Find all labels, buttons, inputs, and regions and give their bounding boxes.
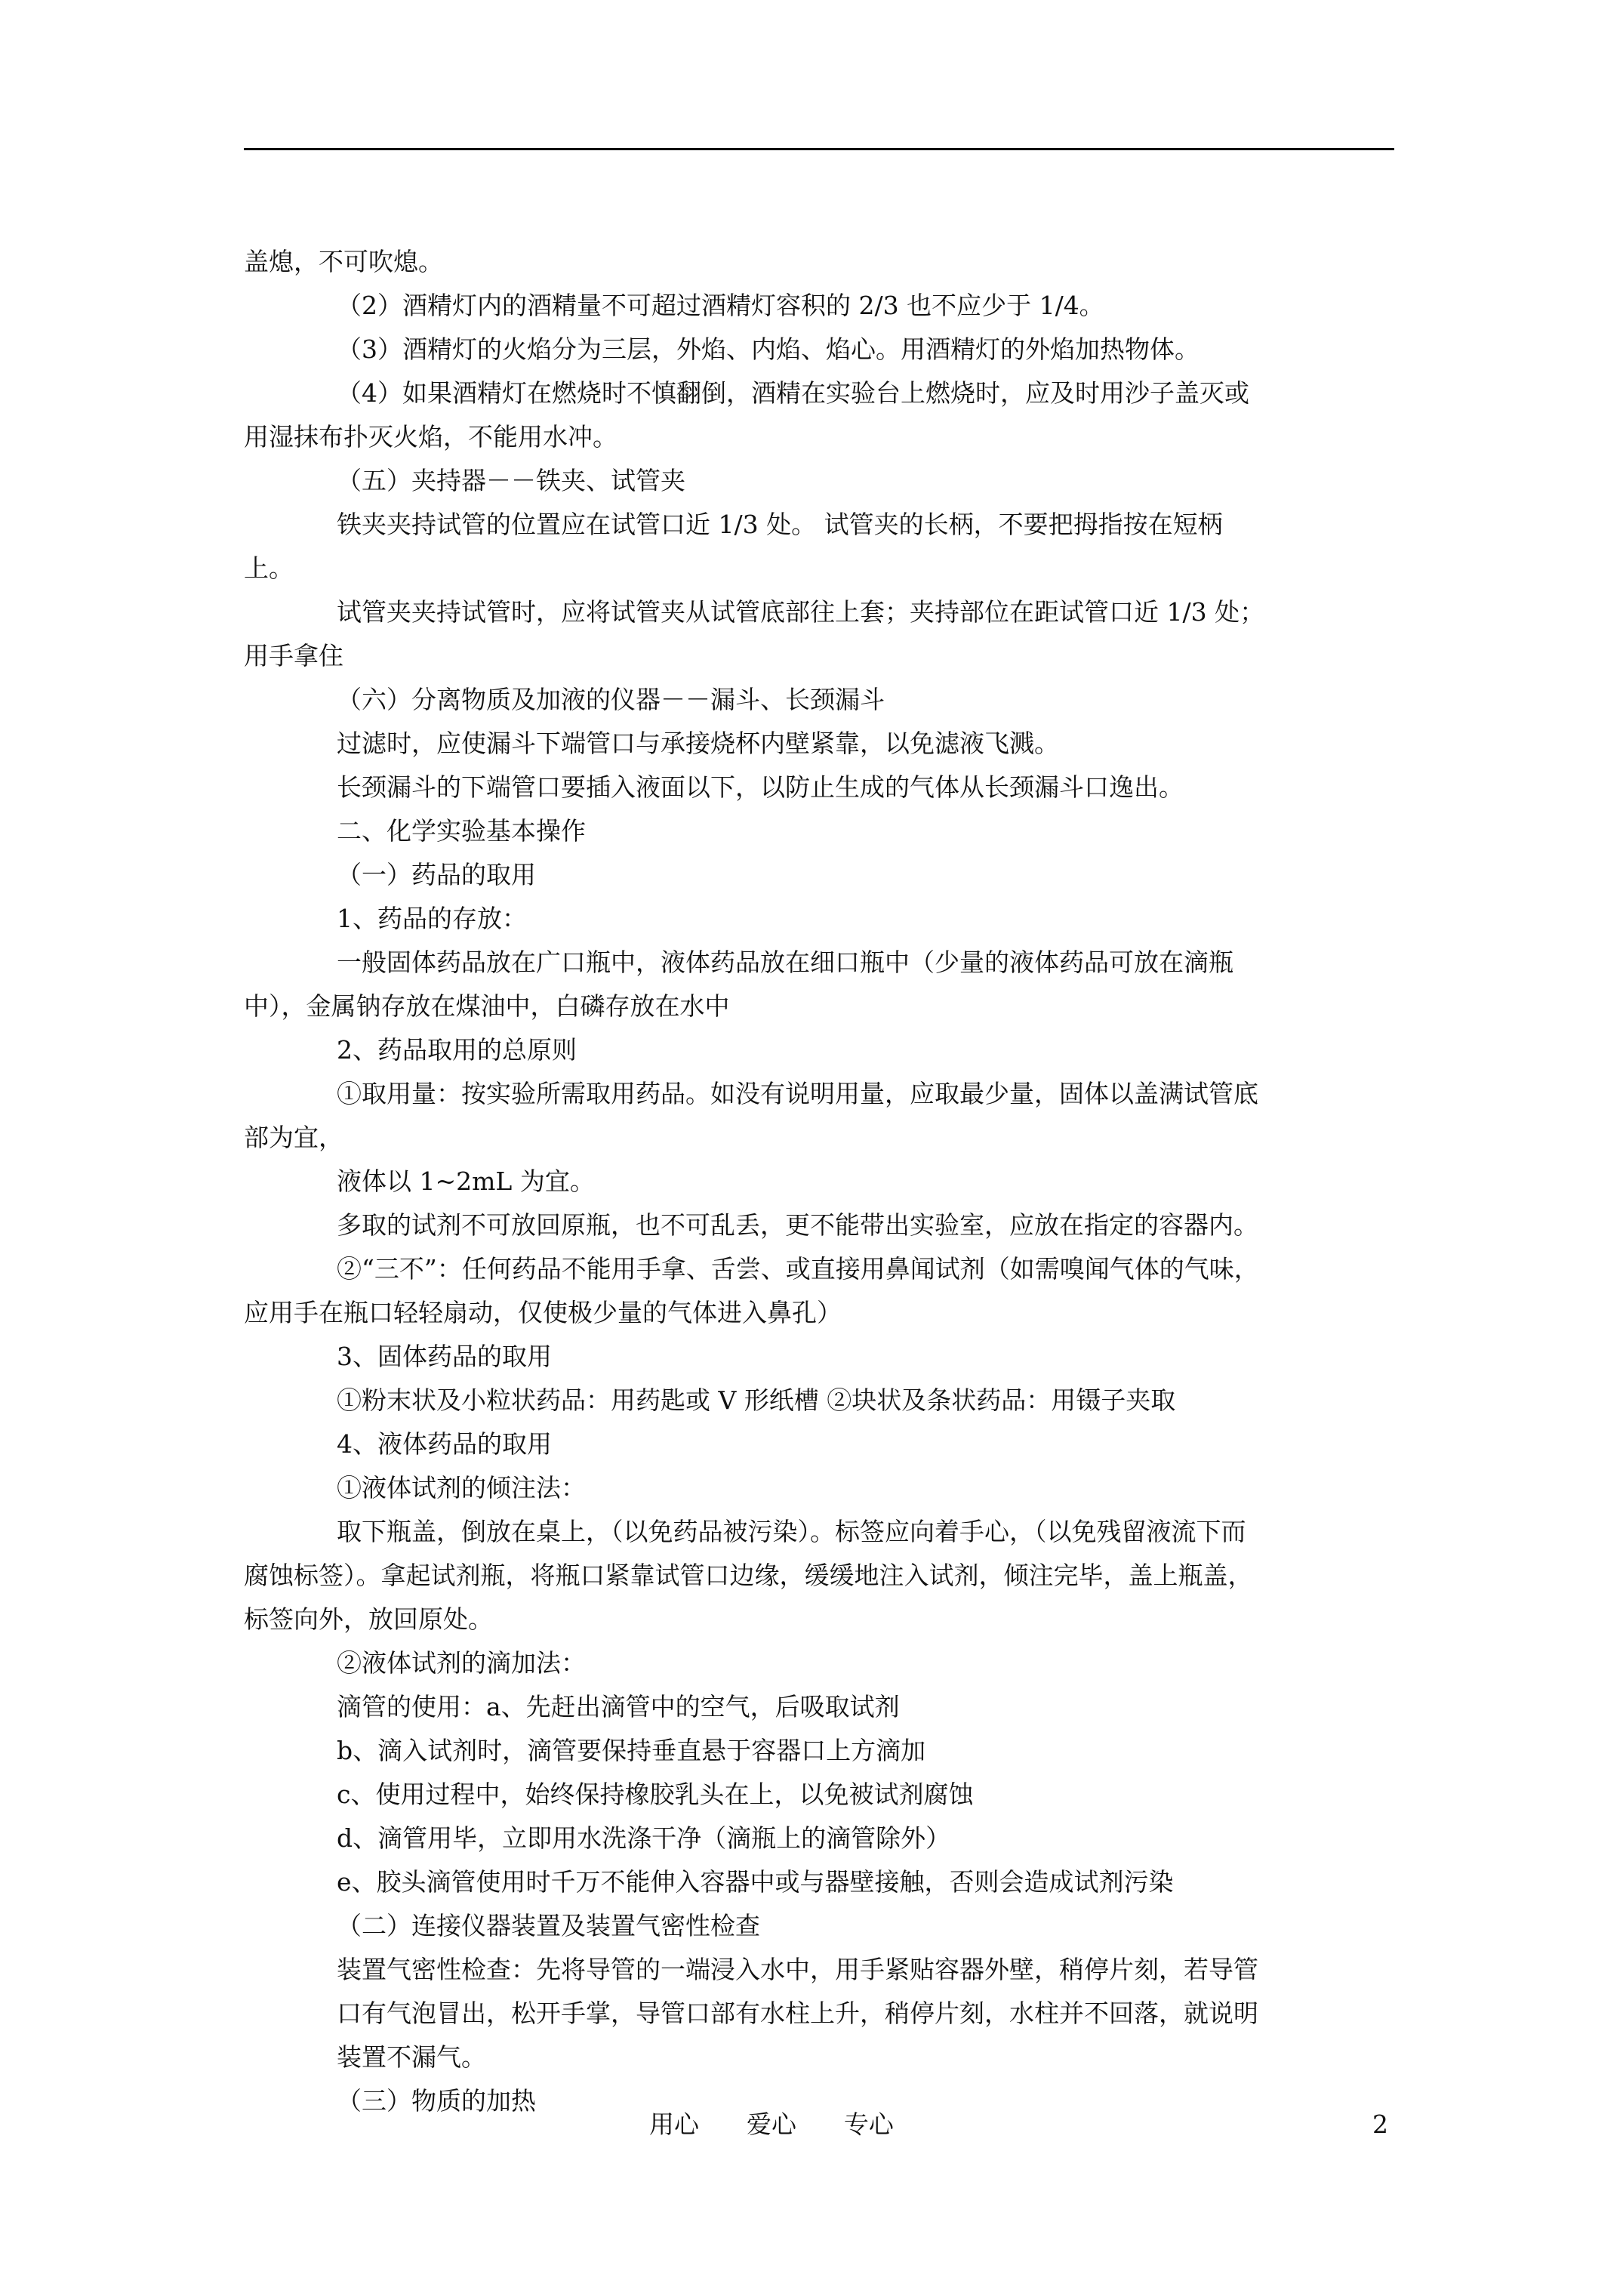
- text-line: 滴管的使用：a、先赶出滴管中的空气，后吸取试剂: [337, 1692, 900, 1721]
- document-body: [244, 240, 1403, 2123]
- text-line: 标签向外，放回原处。: [244, 1604, 493, 1634]
- text-line: c、使用过程中，始终保持橡胶乳头在上，以免被试剂腐蚀: [337, 1780, 974, 1809]
- text-line: e、胶头滴管使用时千万不能伸入容器中或与器壁接触，否则会造成试剂污染: [337, 1867, 1174, 1897]
- text-line: （4）如果酒精灯在燃烧时不慎翻倒，酒精在实验台上燃烧时，应及时用沙子盖灭或: [337, 378, 1249, 408]
- text-line: 2、药品取用的总原则: [337, 1035, 577, 1065]
- text-line: ②“三不”：任何药品不能用手拿、舌尝、或直接用鼻闻试剂（如需嗅闻气体的气味，: [337, 1254, 1259, 1284]
- text-line: 3、固体药品的取用: [337, 1342, 552, 1371]
- text-line: 部为宜，: [244, 1123, 343, 1152]
- text-line: （三）物质的加热: [337, 2086, 536, 2116]
- text-line: 腐蚀标签）。拿起试剂瓶，将瓶口紧靠试管口边缘，缓缓地注入试剂，倾注完毕，盖上瓶盖，: [244, 1561, 1253, 1590]
- text-line: （二）连接仪器装置及装置气密性检查: [337, 1911, 760, 1940]
- text-line: 口有气泡冒出，松开手掌，导管口部有水柱上升，稍停片刻，水柱并不回落，就说明: [337, 1999, 1258, 2028]
- text-line: 液体以 1~2mL 为宜。: [337, 1166, 595, 1196]
- text-line: 中），金属钠存放在煤油中，白磷存放在水中: [244, 991, 730, 1021]
- text-line: 盖熄，不可吹熄。: [244, 247, 443, 276]
- text-line: 装置气密性检查：先将导管的一端浸入水中，用手紧贴容器外壁，稍停片刻，若导管: [337, 1955, 1258, 1984]
- text-line: 铁夹夹持试管的位置应在试管口近 1/3 处。 试管夹的长柄，不要把拇指按在短柄: [337, 510, 1223, 539]
- text-line: 多取的试剂不可放回原瓶，也不可乱丢，更不能带出实验室，应放在指定的容器内。: [337, 1210, 1258, 1240]
- text-line: 过滤时，应使漏斗下端管口与承接烧杯内壁紧靠，以免滤液飞溅。: [337, 729, 1059, 758]
- page-number: 2: [1372, 2110, 1388, 2139]
- text-line: b、滴入试剂时，滴管要保持垂直悬于容器口上方滴加: [337, 1736, 926, 1765]
- text-line: ①粉末状及小粒状药品：用药匙或 V 形纸槽 ②块状及条状药品：用镊子夹取: [337, 1385, 1176, 1415]
- footer-motto: 用心 爱心 专心: [649, 2110, 894, 2139]
- text-line: （六）分离物质及加液的仪器－－漏斗、长颈漏斗: [337, 685, 885, 714]
- text-line: 一般固体药品放在广口瓶中，液体药品放在细口瓶中（少量的液体药品可放在滴瓶: [337, 948, 1233, 977]
- text-line: （2）酒精灯内的酒精量不可超过酒精灯容积的 2/3 也不应少于 1/4。: [337, 291, 1104, 320]
- text-line: （一）药品的取用: [337, 860, 536, 889]
- text-line: （五）夹持器－－铁夹、试管夹: [337, 466, 685, 495]
- text-line: ②液体试剂的滴加法：: [337, 1648, 586, 1678]
- text-line: 上。: [244, 553, 294, 583]
- text-line: 1、药品的存放：: [337, 904, 527, 933]
- text-line: 取下瓶盖，倒放在桌上，（以免药品被污染）。标签应向着手心，（以免残留液流下而: [337, 1517, 1246, 1546]
- text-line: 二、化学实验基本操作: [337, 816, 586, 846]
- text-line: （3）酒精灯的火焰分为三层，外焰、内焰、焰心。用酒精灯的外焰加热物体。: [337, 334, 1200, 364]
- text-line: ①液体试剂的倾注法：: [337, 1473, 586, 1502]
- text-line: d、滴管用毕，立即用水洗涤干净（滴瓶上的滴管除外）: [337, 1823, 951, 1853]
- text-line: 长颈漏斗的下端管口要插入液面以下，以防止生成的气体从长颈漏斗口逸出。: [337, 772, 1184, 802]
- text-line: ①取用量：按实验所需取用药品。如没有说明用量，应取最少量，固体以盖满试管底: [337, 1079, 1258, 1108]
- text-line: 试管夹夹持试管时，应将试管夹从试管底部往上套；夹持部位在距试管口近 1/3 处；: [337, 597, 1265, 627]
- text-line: 应用手在瓶口轻轻扇动，仅使极少量的气体进入鼻孔）: [244, 1298, 842, 1327]
- text-line: 4、液体药品的取用: [337, 1429, 552, 1459]
- header-rule: [244, 148, 1394, 150]
- text-line: 用湿抹布扑灭火焰，不能用水冲。: [244, 422, 617, 451]
- text-line: 用手拿住: [244, 641, 343, 670]
- text-line: 装置不漏气。: [337, 2042, 486, 2072]
